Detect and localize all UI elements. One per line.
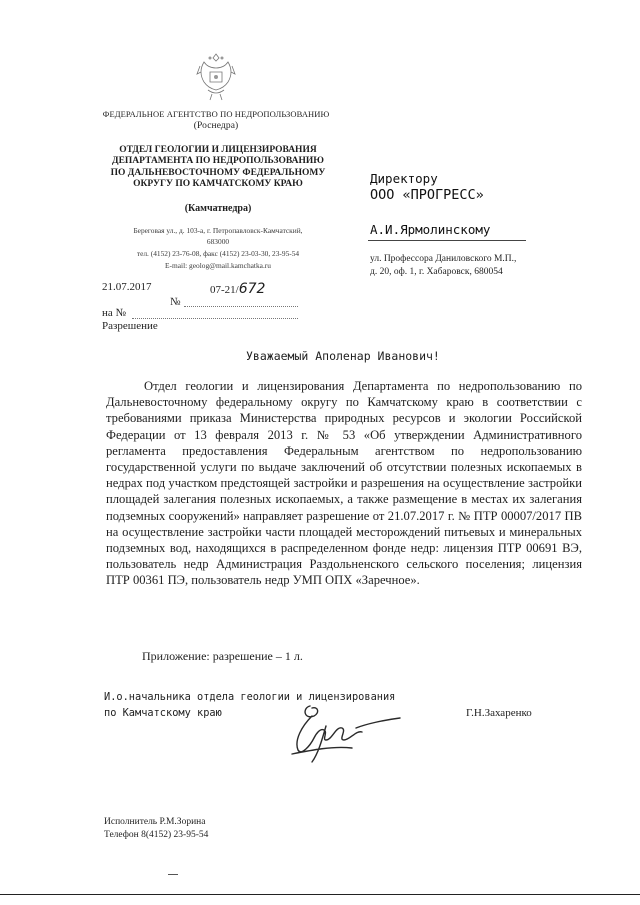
agency-short-name: (Роснедра) (193, 121, 239, 131)
coat-of-arms-emblem (196, 50, 236, 102)
recipient-company: ООО «ПРОГРЕСС» (370, 187, 484, 203)
executor-phone: Телефон 8(4152) 23-95-54 (104, 830, 209, 840)
department-line: ПО ДАЛЬНЕВОСТОЧНОМУ ФЕДЕРАЛЬНОМУ (110, 167, 326, 178)
recipient-address-line: ул. Профессора Даниловского М.П., (370, 254, 517, 264)
executor-name: Исполнитель Р.М.Зорина (104, 817, 206, 827)
recipient-name: А.И.Ярмолинскому (370, 222, 491, 237)
sender-postcode: 683000 (206, 237, 230, 246)
number-underline (184, 306, 298, 307)
body-paragraph: Отдел геологии и лицензирования Департамента по недропользованию по Дальневосточному федеральному округу по Камчатскому краю в соответствии с требованиями приказа Министерства природных ресурсов и экологии Российской Федерации от 13 февраля 2013 г. № 53 «Об утверждении Административного регламента предоставления Федеральным агентством по недропользованию государственной услуги по выдаче заключений об отсутствии полезных ископаемых в недрах под участком предстоящей застройки и разрешения на осуществление застройки площадей залегания полезных ископаемых, а также размещение в местах их залегания подземных сооружений» направляет разрешение от 21.07.2017 г. № ПТР 00007/2017 ПВ на осуществление застройки части площадей месторождений питьевых и минеральных подземных вод, находящихся в распределенном фонде недр: лицензия ПТР 00691 ВЭ, пользователь недр Администрация Раздольненского сельского поселения; лицензия ПТР 00361 ПЭ, пользователь недр УМП ОПХ «Заречное». (106, 379, 582, 588)
sender-email: E-mail: geolog@mail.kamchatka.ru (165, 261, 271, 270)
department-name (100, 145, 336, 190)
signatory-name: Г.Н.Захаренко (466, 707, 532, 719)
scan-mark (168, 874, 178, 875)
agency-name: ФЕДЕРАЛЬНОЕ АГЕНТСТВО ПО НЕДРОПОЛЬЗОВАНИЮ (102, 109, 330, 119)
page-bottom-edge (0, 894, 640, 895)
recipient-title: Директору (370, 171, 438, 186)
reference-label: на № (102, 307, 127, 319)
signatory-position-line: И.о.начальника отдела геологии и лицензирования (104, 691, 396, 703)
department-line: ОКРУГУ ПО КАМЧАТСКОМУ КРАЮ (133, 178, 303, 189)
letter-number-prefix: 07-21/ (210, 284, 239, 296)
signatory-position-line: по Камчатскому краю (104, 706, 222, 719)
department-line: ДЕПАРТАМЕНТА ПО НЕДРОПОЛЬЗОВАНИЮ (112, 156, 324, 167)
sender-address: Береговая ул., д. 103-а, г. Петропавловск-Камчатский, (133, 226, 303, 235)
letter-number (210, 281, 265, 297)
letter-date: 21.07.2017 (102, 281, 152, 293)
recipient-underline (368, 240, 526, 241)
attachment-note: Приложение: разрешение – 1 л. (142, 649, 303, 663)
number-sign: № (170, 296, 181, 308)
reference-underline (132, 318, 298, 319)
department-line: ОТДЕЛ ГЕОЛОГИИ И ЛИЦЕНЗИРОВАНИЯ (119, 145, 317, 155)
department-short-name: (Камчатнедра) (184, 203, 252, 214)
sender-phone: тел. (4152) 23-76-08, факс (4152) 23-03-30, 23-95-54 (136, 249, 300, 258)
executor-info (104, 816, 208, 842)
letter-number-handwritten: 672 (238, 281, 266, 297)
recipient-address-line: д. 20, оф. 1, г. Хабаровск, 680054 (370, 267, 503, 277)
letter-body (106, 378, 582, 589)
subject-line: Разрешение (102, 320, 158, 332)
handwritten-signature (282, 700, 410, 766)
salutation: Уважаемый Аполенар Иванович! (246, 349, 440, 363)
